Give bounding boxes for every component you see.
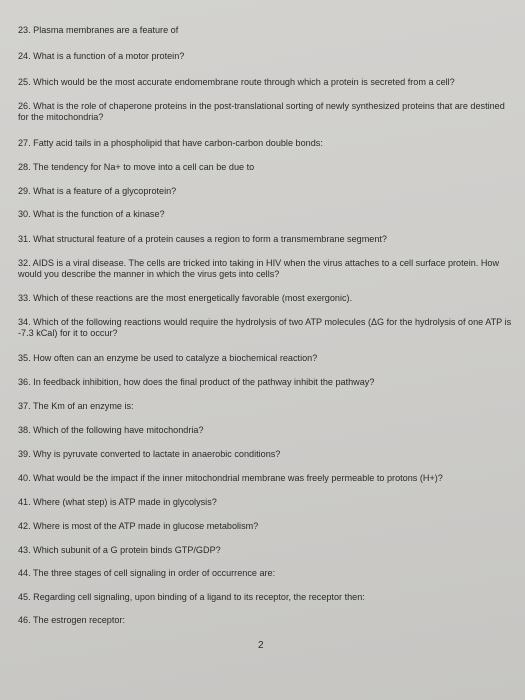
question-43: 43. Which subunit of a G protein binds GTP/GDP? <box>18 545 221 555</box>
question-46: 46. The estrogen receptor: <box>18 615 126 625</box>
page-number: 2 <box>258 640 264 651</box>
question-27: 27. Fatty acid tails in a phospholipid that have carbon-carbon double bonds: <box>18 138 323 148</box>
cut-off-header <box>0 0 525 6</box>
question-44: 44. The three stages of cell signaling in order of occurrence are: <box>18 568 276 578</box>
question-41: 41. Where (what step) is ATP made in glycolysis? <box>18 497 217 507</box>
question-36: 36. In feedback inhibition, how does the final product of the pathway inhibit the pathway? <box>18 377 375 387</box>
question-37: 37. The Km of an enzyme is: <box>18 401 134 411</box>
question-32: 32. AIDS is a viral disease. The cells are tricked into taking in HIV when the virus attaches to a cell surface protein. How would you describe the manner in which the virus gets into cells? <box>18 258 500 279</box>
question-29: 29. What is a feature of a glycoprotein? <box>18 186 177 196</box>
question-33: 33. Which of these reactions are the most energetically favorable (most exergonic). <box>18 293 353 303</box>
question-40: 40. What would be the impact if the inner mitochondrial membrane was freely permeable to protons (H+)? <box>18 473 443 483</box>
question-45: 45. Regarding cell signaling, upon binding of a ligand to its receptor, the receptor then: <box>18 592 365 602</box>
question-26: 26. What is the role of chaperone proteins in the post-translational sorting of newly synthesized proteins that are destined for the mitochondria? <box>18 101 505 122</box>
question-25: 25. Which would be the most accurate endomembrane route through which a protein is secreted from a cell? <box>18 77 455 87</box>
question-28: 28. The tendency for Na+ to move into a cell can be due to <box>18 162 255 172</box>
question-38: 38. Which of the following have mitochondria? <box>18 425 204 435</box>
question-30: 30. What is the function of a kinase? <box>18 209 165 219</box>
question-23: 23. Plasma membranes are a feature of <box>18 25 179 35</box>
question-42: 42. Where is most of the ATP made in glucose metabolism? <box>18 521 259 531</box>
question-39: 39. Why is pyruvate converted to lactate in anaerobic conditions? <box>18 449 281 459</box>
question-24: 24. What is a function of a motor protein? <box>18 51 185 61</box>
question-34: 34. Which of the following reactions would require the hydrolysis of two ATP molecules (ΔG for the hydrolysis of one ATP is -7.3 kCal) for it to occur? <box>18 317 512 338</box>
question-31: 31. What structural feature of a protein causes a region to form a transmembrane segment? <box>18 234 387 244</box>
question-35: 35. How often can an enzyme be used to catalyze a biochemical reaction? <box>18 353 318 363</box>
